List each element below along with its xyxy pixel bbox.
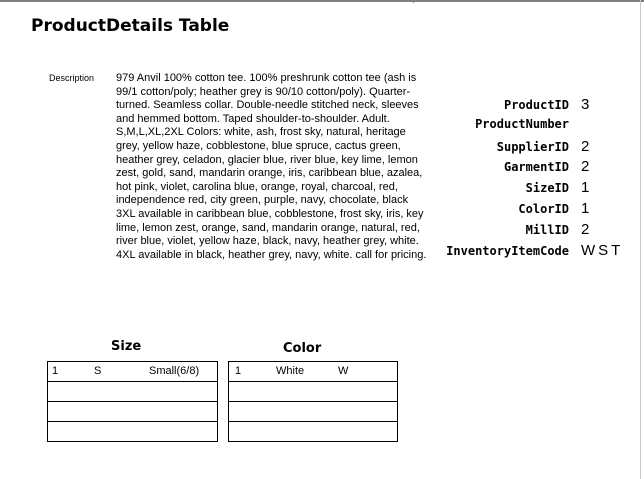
- table-row: [229, 362, 398, 382]
- field-label: ProductID: [503, 98, 569, 112]
- product-fields: [430, 96, 640, 262]
- size-name: Small(6/8): [149, 365, 200, 377]
- table-cell: [229, 402, 398, 422]
- report-title: ProductDetails Table: [31, 16, 230, 36]
- window-divider: [413, 0, 414, 3]
- color-table: [228, 361, 398, 442]
- window-right-border: [640, 0, 641, 479]
- description-label: Description: [49, 73, 95, 83]
- size-table-title: Size: [111, 339, 142, 354]
- table-cell: [229, 382, 398, 402]
- table-row: [48, 422, 218, 442]
- color-code: W: [338, 365, 349, 377]
- field-label: SupplierID: [496, 139, 569, 154]
- size-code: S: [94, 365, 102, 377]
- field-size-id: [430, 179, 640, 200]
- field-value: 2: [581, 220, 593, 238]
- table-cell: [48, 402, 218, 422]
- table-cell: [48, 382, 218, 402]
- field-value: 1: [581, 199, 593, 217]
- field-mill-id: [430, 221, 640, 242]
- field-label: ColorID: [518, 201, 569, 216]
- field-label: SizeID: [525, 181, 569, 196]
- field-value: WST: [581, 241, 624, 259]
- window-top-border: [0, 0, 644, 2]
- field-supplier-id: [430, 138, 640, 159]
- table-row: [229, 382, 398, 402]
- field-product-number: [430, 117, 640, 138]
- field-color-id: [430, 200, 640, 221]
- table-row: [229, 422, 398, 442]
- field-product-id: [430, 96, 640, 117]
- table-cell: [48, 362, 218, 382]
- color-table-title: Color: [283, 341, 322, 356]
- field-label: GarmentID: [503, 160, 569, 175]
- color-id: 1: [235, 365, 242, 377]
- field-label: InventoryItemCode: [446, 243, 569, 258]
- field-label: ProductNumber: [475, 116, 569, 131]
- table-cell: [229, 362, 398, 382]
- field-value: 3: [581, 96, 593, 113]
- table-row: [229, 402, 398, 422]
- table-cell: [229, 422, 398, 442]
- size-id: 1: [52, 365, 59, 377]
- field-value: 2: [581, 158, 593, 176]
- table-row: [48, 362, 218, 382]
- table-cell: [48, 422, 218, 442]
- color-name: White: [276, 365, 305, 377]
- field-value: 1: [581, 179, 593, 197]
- description-text: 979 Anvil 100% cotton tee. 100% preshrunk cotton tee (ash is 99/1 cotton/poly; heather grey is 90/10 cotton/poly). Quarter-turned. Seamless collar. Double-needle stitched neck, sleeves and hemmed bottom. Taped shoulder-to-shoulder. Adult. S,M,L,XL,2XL Colors: white, ash, frost sky, natural, heritage grey, yellow haze, cobblestone, blue spruce, cactus green, heather grey, celadon, glacier blue, river blue, key lime, lemon zest, gold, sand, mandarin orange, iris, caribbean blue, azalea, hot pink, violet, carolina blue, orange, royal, charcoal, red, independence red, city green, purple, navy, chocolate, black 3XL available in caribbean blue, cobblestone, frost sky, iris, key lime, lemon zest, orange, sand, mandarin orange, natural, red, river blue, violet, yellow haze, black, navy, heather grey, white. 4XL available in black, heather grey, navy, white. call for pricing.: [116, 72, 427, 261]
- field-label: MillID: [525, 222, 569, 237]
- field-value: 2: [581, 137, 593, 155]
- field-inventory-item-code: [430, 242, 640, 263]
- table-row: [48, 382, 218, 402]
- table-row: [48, 402, 218, 422]
- size-table: [47, 361, 218, 442]
- field-garment-id: [430, 158, 640, 179]
